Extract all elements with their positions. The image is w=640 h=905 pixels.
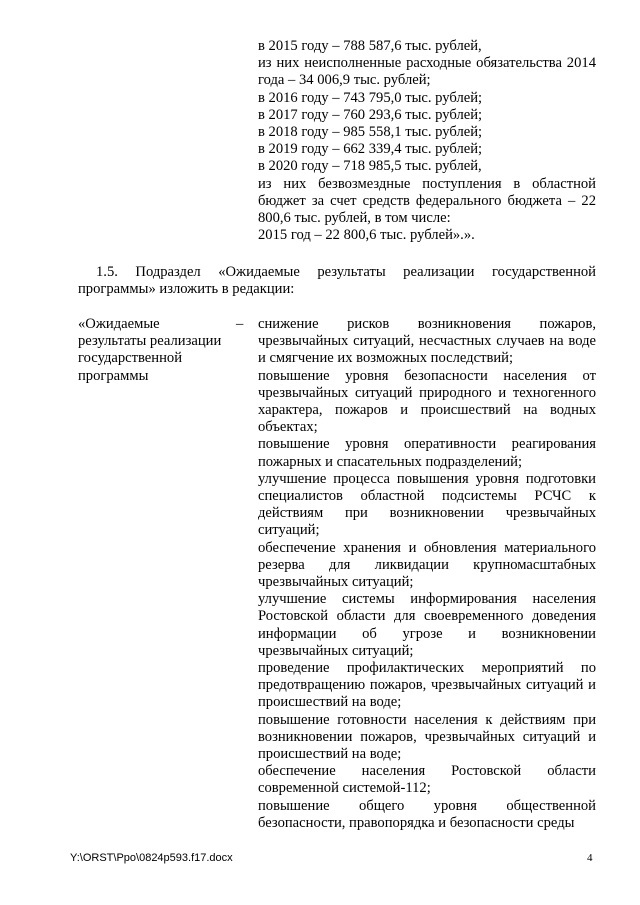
result-item: повышение готовности населения к действиям при возникновении пожаров, чрезвычайных ситуаций и происшествий на воде; xyxy=(258,711,596,763)
funding-line: в 2015 году – 788 587,6 тыс. рублей, xyxy=(258,38,482,54)
footer-file-path: Y:\ORST\Ppo\0824p593.f17.docx xyxy=(70,852,233,864)
result-item: повышение уровня безопасности населения от чрезвычайных ситуаций природного и техногенного характера, пожаров и происшествий на водных объектах; xyxy=(258,367,596,436)
result-item: улучшение системы информирования населения Ростовской области для своевременного доведения информации об угрозе и возникновении чрезвычайных ситуаций; xyxy=(258,591,596,659)
section-label-column xyxy=(78,316,246,385)
result-item: повышение уровня оперативности реагирования пожарных и спасательных подразделений; xyxy=(258,436,596,470)
result-item: проведение профилактических мероприятий по предотвращению пожаров, чрезвычайных ситуаций и происшествий на воде; xyxy=(258,660,596,711)
funding-line: из них безвозмездные поступления в областной бюджет за счет средств федерального бюджета – 22 800,6 тыс. рублей, в том числе: xyxy=(258,175,596,227)
label-dash: – xyxy=(236,316,244,332)
section-label: «Ожидаемые результаты реализации государственной программы xyxy=(78,316,222,384)
funding-line: в 2020 году – 718 985,5 тыс. рублей, xyxy=(258,158,482,175)
result-item: повышение общего уровня общественной безопасности, правопорядка и безопасности среды xyxy=(258,797,596,831)
result-item: улучшение процесса повышения уровня подготовки специалистов областной подсистемы РСЧС к действиям при возникновении чрезвычайных ситуаций; xyxy=(258,470,596,539)
funding-line: в 2019 году – 662 339,4 тыс. рублей; xyxy=(258,141,483,158)
funding-line: в 2018 году – 985 558,1 тыс. рублей; xyxy=(258,124,483,141)
funding-line: в 2017 году – 760 293,6 тыс. рублей; xyxy=(258,106,483,123)
result-item: обеспечение населения Ростовской области современной системой-112; xyxy=(258,763,596,797)
result-item: снижение рисков возникновения пожаров, чрезвычайных ситуаций, несчастных случаев на воде и смягчение их возможных последствий; xyxy=(258,316,596,367)
expected-results-list xyxy=(258,316,596,832)
page-number: 4 xyxy=(587,852,593,864)
funding-line: из них неисполненные расходные обязательства 2014 года – 34 006,9 тыс. рублей; xyxy=(258,55,596,89)
funding-line: в 2016 году – 743 795,0 тыс. рублей; xyxy=(258,89,483,106)
section-intro-paragraph: 1.5. Подраздел «Ожидаемые результаты реализации государственной программы» изложить в редакции: xyxy=(78,264,596,298)
result-item: обеспечение хранения и обновления материального резерва для ликвидации крупномасштабных чрезвычайных ситуаций; xyxy=(258,539,596,591)
funding-line: 2015 год – 22 800,6 тыс. рублей».». xyxy=(258,227,475,244)
funding-list xyxy=(258,38,596,244)
